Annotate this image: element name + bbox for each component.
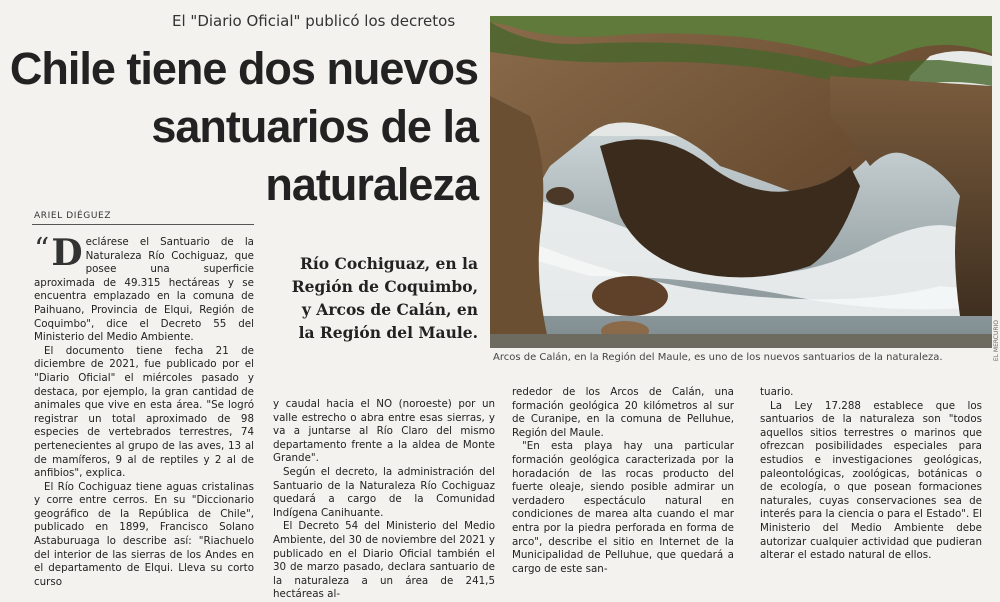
byline-divider xyxy=(32,224,254,225)
headline-line: santuarios de la xyxy=(151,101,478,152)
headline xyxy=(0,40,478,214)
article-column-1 xyxy=(34,232,254,589)
paragraph: El Decreto 54 del Ministerio del Medio Ambiente, del 30 de noviembre del 2021 y publicado en el Diario Oficial también el 30 de marzo pasado, declara santuario de la naturaleza a un área de 241,5 hectáreas al- xyxy=(273,520,495,601)
opening-quote: “ xyxy=(34,232,50,267)
paragraph: "En esta playa hay una particular formación geológica caracterizada por la horadación de las rocas producto del fuerte oleaje, siendo posible admirar un verdadero espectáculo natural en condiciones de marea alta cuando el mar entra por la piedra perforada en forma de arco", describe el sitio en Internet de la Municipalidad de Pelluhue, que quedará a cargo de este san- xyxy=(512,440,734,575)
article-column-4 xyxy=(760,386,982,563)
paragraph: La Ley 17.288 establece que los santuarios de la naturaleza son "todos aquellos sitios terrestres o marinos que ofrezcan posibilidades especiales para estudios e investigaciones geológicas, paleontológicas, zoológicas, botánicas o de ecología, o que posean formaciones naturales, cuyas conservaciones sea de interés para la ciencia o para el Estado". El Ministerio del Medio Ambiente debe autorizar cualquier actividad que pudieran alterar el estado natural de ellos. xyxy=(760,399,982,562)
paragraph: Según el decreto, la administración del Santuario de la Naturaleza Río Cochiguaz quedará a cargo de la Comunidad Indígena Canihuante. xyxy=(273,465,495,519)
paragraph: El Río Cochiguaz tiene aguas cristalinas y corre entre cerros. En su "Diccionario geográfico de la República de Chile", publicado en 1899, Francisco Solano Astaburuaga lo describe así: "Riachuelo del interior de las sierras de los Andes en el departamento de Elqui. Lleva su corto curso xyxy=(34,480,254,588)
article-photo xyxy=(490,16,992,348)
paragraph: y caudal hacia el NO (noroeste) por un valle estrecho o abra entre esas sierras, y va a juntarse al Río Claro del mismo departamento frente a la aldea de Monte Grande". xyxy=(273,398,495,465)
paragraph: rededor de los Arcos de Calán, una formación geológica 20 kilómetros al sur de Curanipe, en la comuna de Pelluhue, Región del Maule. xyxy=(512,386,734,439)
headline-line: Chile tiene dos nuevos xyxy=(9,43,478,94)
lead-paragraph xyxy=(34,232,254,345)
photo-credit: EL MERCURIO xyxy=(993,320,1000,362)
paragraph: tuario. xyxy=(760,386,794,398)
photo-caption: Arcos de Calán, en la Región del Maule, es uno de los nuevos santuarios de la naturaleza. xyxy=(493,352,943,363)
paragraph-text: eclárese el Santuario de la Naturaleza Río Cochiguaz, que posee una superficie aproximada de 49.315 hectáreas y se encuentra emplazado en la comuna de Paihuano, Provincia de Elqui, Región de Coquimbo", dice el Decreto 55 del Ministerio del Medio Ambiente. xyxy=(34,236,254,344)
article-column-3 xyxy=(512,386,734,576)
headline-line: naturaleza xyxy=(265,159,478,210)
paragraph: El documento tiene fecha 21 de diciembre de 2021, fue publicado por el "Diario Oficial" el miércoles pasado y destaca, por ejemplo, la gran cantidad de animales que vive en esta área. "Se logró registrar un total aproximado de 98 especies de vertebrados terrestres, 74 pertenecientes al grupo de las aves, 13 al de mamíferos, 9 al de reptiles y 2 al de anfibios", explica. xyxy=(34,344,254,480)
article-column-2 xyxy=(273,398,495,602)
kicker: El "Diario Oficial" publicó los decretos xyxy=(172,12,456,30)
sea-arch-photo xyxy=(490,16,992,348)
subheadline: Río Cochiguaz, en la Región de Coquimbo, y Arcos de Calán, en la Región del Maule. xyxy=(291,254,478,342)
byline: ARIEL DIÉGUEZ xyxy=(34,211,112,221)
drop-cap: D xyxy=(51,232,83,274)
